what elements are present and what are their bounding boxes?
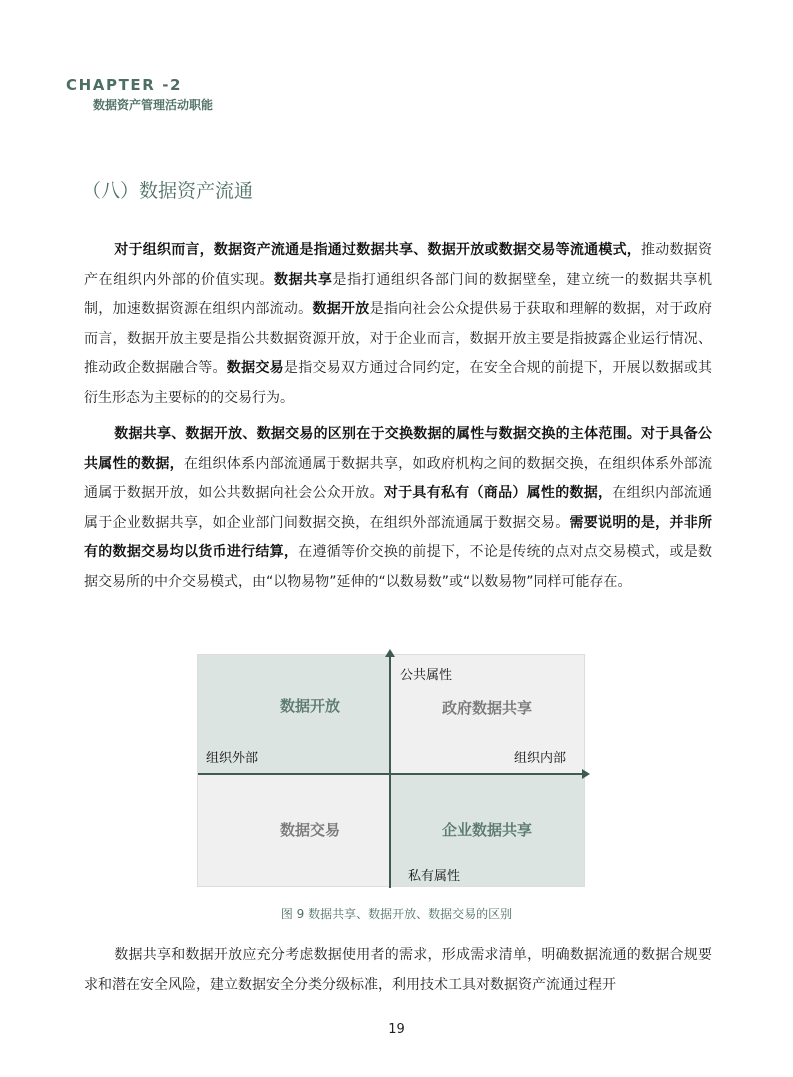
paragraph-2 <box>84 420 712 598</box>
p1-bold-2: 数据共享 <box>274 271 333 288</box>
p2-bold-2: 对于具有私有（商品）属性的数据， <box>383 485 613 502</box>
arrow-up-icon <box>385 649 395 657</box>
chapter-header <box>66 76 213 113</box>
axis-label-top: 公共属性 <box>400 668 453 683</box>
p1-text-1: 推动数据资产在组织内外部的价值实现。 <box>84 242 712 288</box>
arrow-right-icon <box>582 769 590 779</box>
quadrant-label-top-left: 数据开放 <box>280 697 341 715</box>
axis-label-bottom: 私有属性 <box>408 869 461 884</box>
quadrant-label-bottom-right: 企业数据共享 <box>442 821 533 839</box>
p2-bold-3: 需要说明的是，并非所有的数据交易均以货币进行结算， <box>84 514 713 561</box>
paragraph-1 <box>84 236 712 414</box>
figure-caption: 图 9 数据共享、数据开放、数据交易的区别 <box>280 907 513 921</box>
p1-text-2: 是指打通组织各部门间的数据壁垒，建立统一的数据共享机制，加速数据资源在组织内部流动。 <box>84 271 713 318</box>
quadrant-label-top-right: 政府数据共享 <box>442 699 533 717</box>
p3-text: 数据共享和数据开放应充分考虑数据使用者的需求，形成需求清单，明确数据流通的数据合规要求和潜在安全风险，建立数据安全分类分级标准，利用技术工具对数据资产流通过程开 <box>84 947 712 993</box>
p2-bold-1: 数据共享、数据开放、数据交易的区别在于交换数据的属性与数据交换的主体范围。对于具备公共属性的数据， <box>84 426 712 472</box>
vertical-axis <box>389 655 391 888</box>
horizontal-axis <box>198 773 584 775</box>
p2-text-2: 在组织内部流通属于企业数据共享，如企业部门间数据交换，在组织外部流通属于数据交易。 <box>84 485 713 531</box>
paragraph-3 <box>84 941 712 1000</box>
p2-text-1: 在组织体系内部流通属于数据共享，如政府机构之间的数据交换，在组织体系外部流通属于数据开放，如公共数据向社会公众开放。 <box>84 455 712 502</box>
p1-bold-4: 数据交易 <box>226 360 284 377</box>
chapter-label: CHAPTER -2 <box>66 76 183 94</box>
section-heading: （八）数据资产流通 <box>82 180 254 202</box>
page-number: 19 <box>388 1022 405 1037</box>
p1-bold-1: 对于组织而言，数据资产流通是指通过数据共享、数据开放或数据交易等流通模式， <box>114 242 642 258</box>
quadrant-diagram <box>197 654 585 887</box>
axis-label-left: 组织外部 <box>206 751 259 766</box>
p1-text-3: 是指向社会公众提供易于获取和理解的数据，对于政府而言，数据开放主要是指公共数据资源开放，对于企业而言，数据开放主要是指披露企业运行情况、推动政企数据融合等。 <box>84 301 713 377</box>
quadrant-label-bottom-left: 数据交易 <box>280 821 341 839</box>
p2-text-3: 在遵循等价交换的前提下，不论是传统的点对点交易模式，或是数据交易所的中介交易模式，由“以物易物”延伸的“以数易数”或“以数易物”同样可能存在。 <box>84 544 712 590</box>
axis-label-right: 组织内部 <box>514 751 567 766</box>
p1-bold-3: 数据开放 <box>312 301 370 318</box>
p1-text-4: 是指交易双方通过合同约定，在安全合规的前提下，开展以数据或其衍生形态为主要标的的交易行为。 <box>84 360 713 406</box>
chapter-subtitle: 数据资产管理活动职能 <box>93 98 214 112</box>
